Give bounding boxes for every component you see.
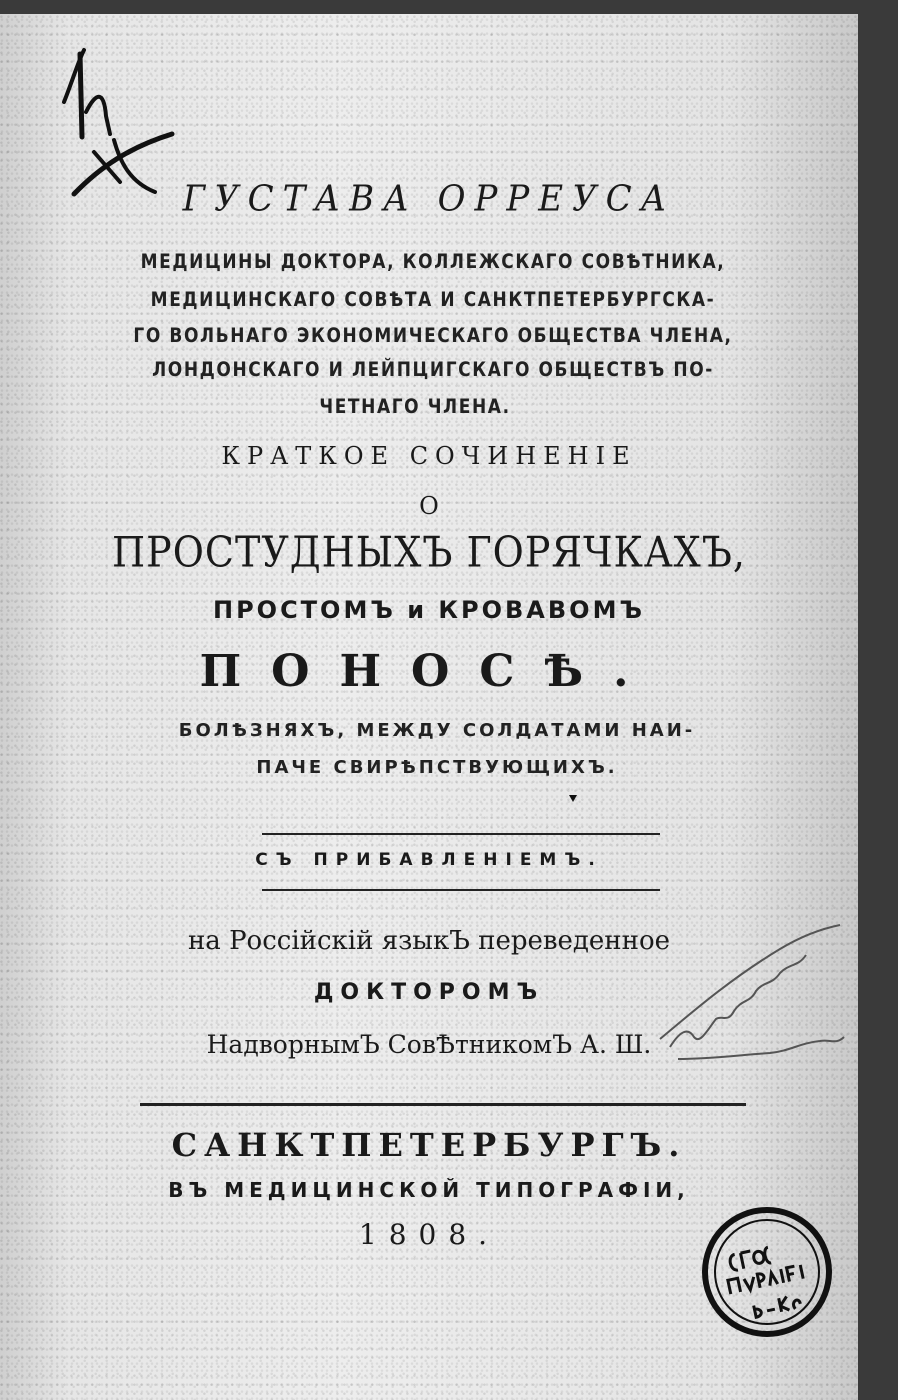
rule-top [262,833,660,835]
author-description-line-3: ГО ВОЛЬНАГО ЭКОНОМИЧЕСКАГО ОБЩЕСТВА ЧЛЕНА, [133,324,733,348]
imprint-year: 1808. [358,1218,500,1251]
rule-bottom [262,889,660,891]
library-stamp [697,1202,837,1342]
author-description-line-2: МЕДИЦИНСКАГО СОВѢТА И САНКТПЕТЕРБУРГСКА- [150,288,716,312]
addition-note: СЪ ПРИБАВЛЕНIЕМЪ. [255,850,603,870]
author-description-line-1: МЕДИЦИНЫ ДОКТОРА, КОЛЛЕЖСКАГО СОВѢТНИКА, [140,250,726,274]
work-type: КРАТКОЕ СОЧИНЕНIЕ [221,442,637,470]
subtitle-word: ПОНОСѢ. [199,646,659,697]
title-page-sheet [0,14,858,1400]
rule-imprint [140,1103,746,1106]
diseases-note-line-2: ПАЧЕ СВИРѢПСТВУЮЩИХЪ. [256,757,618,778]
translator-title: ДОКТОРОМЪ [313,980,545,1005]
translation-note: на Россiйскiй языкЪ переведенное [187,926,671,956]
diseases-note-line-1: БОЛѢЗНЯХЪ, МЕЖДУ СОЛДАТАМИ НАИ- [178,720,696,741]
translator-name: НадворнымЪ СовѢтникомЪ А. Ш. [206,1030,652,1059]
main-title: ПРОСТУДНЫХЪ ГОРЯЧКАХЪ, [112,527,746,577]
author-description-line-4: ЛОНДОНСКАГО И ЛЕЙПЦИГСКАГО ОБЩЕСТВЪ ПО- [152,358,714,382]
subtitle: ПРОСТОМЪ и КРОВАВОМЪ [212,596,646,624]
imprint-city: САНКТПЕТЕРБУРГЪ. [171,1126,687,1164]
author-description-line-5: ЧЕТНАГО ЧЛЕНА. [319,395,511,419]
imprint-printer: ВЪ МЕДИЦИНСКОЙ ТИПОГРАФIИ, [168,1178,690,1202]
preposition: О [419,492,439,520]
author-name: ГУСТАВА ОРРЕУСА [182,178,676,220]
ornament-dot [567,791,579,803]
handwritten-annotation [650,919,850,1079]
